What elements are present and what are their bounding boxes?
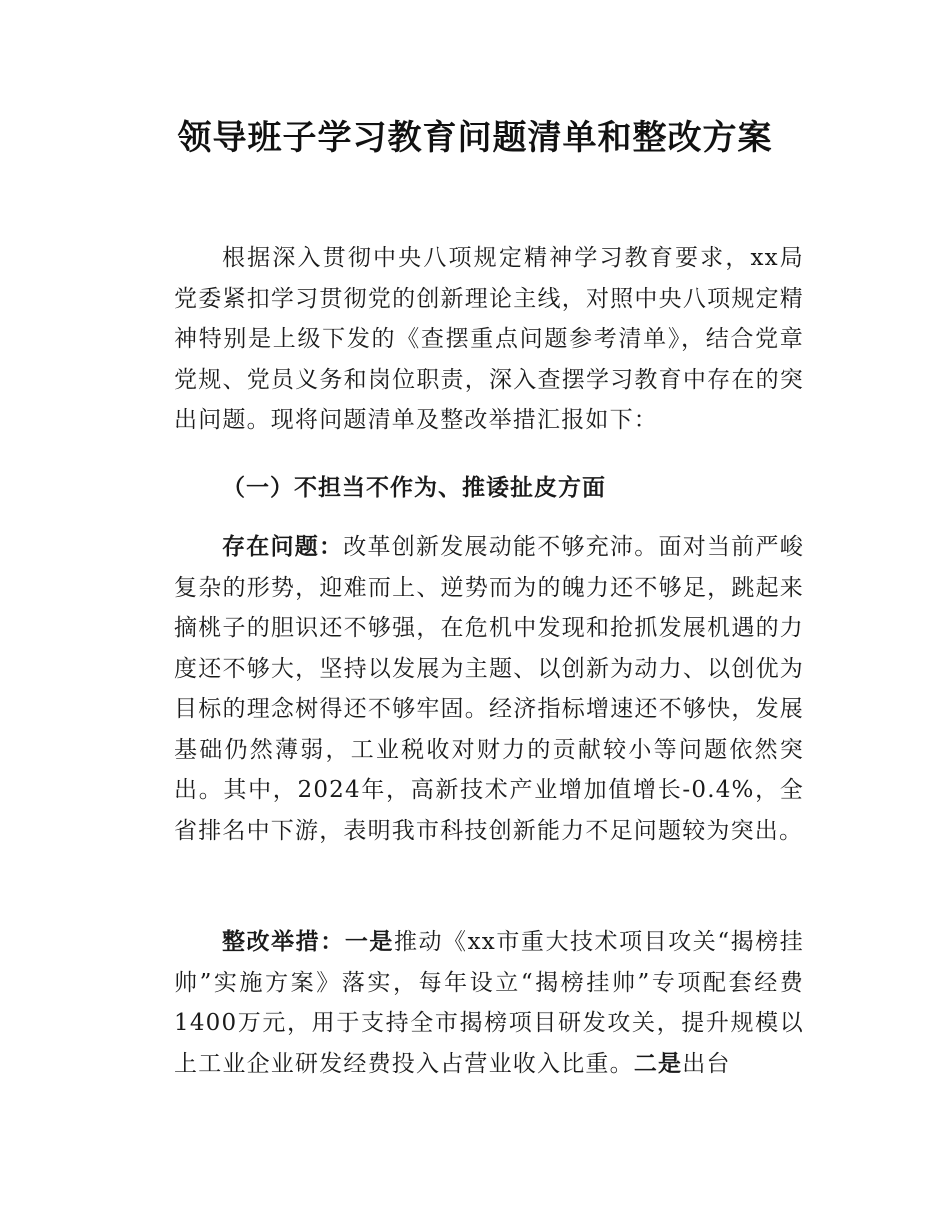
measure-1-text: 推动《xx市重大技术项目攻关“揭榜挂帅”实施方案》落实，每年设立“揭榜挂帅”专项配套经费1400万元，用于支持全市揭榜项目研发攻关，提升规模以上工业企业研发经费投入占营业收入比重。	[174, 929, 804, 1077]
measure-2-text: 出台	[682, 1050, 731, 1077]
intro-paragraph: 根据深入贯彻中央八项规定精神学习教育要求，xx局党委紧扣学习贯彻党的创新理论主线，对照中央八项规定精神特别是上级下发的《查摆重点问题参考清单》，结合党章党规、党员义务和岗位职责，深入查摆学习教育中存在的突出问题。现将问题清单及整改举措汇报如下：	[174, 245, 804, 433]
measures-label: 整改举措：	[222, 929, 345, 955]
measures-paragraph	[174, 922, 804, 1084]
problem-paragraph	[174, 527, 804, 851]
section-heading: （一）不担当不作为、推诿扯皮方面	[222, 475, 606, 501]
problem-text: 改革创新发展动能不够充沛。面对当前严峻复杂的形势，迎难而上、逆势而为的魄力还不够足，跳起来摘桃子的胆识还不够强，在危机中发现和抢抓发展机遇的力度还不够大，坚持以发展为主题、以创新为动力、以创优为目标的理念树得还不够牢固。经济指标增速还不够快，发展基础仍然薄弱，工业税收对财力的贡献较小等问题依然突出。其中，2024年，高新技术产业增加值增长-0.4%，全省排名中下游，表明我市科技创新能力不足问题较为突出。	[174, 534, 804, 844]
document-title: 领导班子学习教育问题清单和整改方案	[177, 118, 773, 158]
problem-label: 存在问题：	[222, 534, 344, 560]
measure-2-label: 二是	[633, 1050, 683, 1077]
measure-1-label: 一是	[344, 929, 394, 955]
